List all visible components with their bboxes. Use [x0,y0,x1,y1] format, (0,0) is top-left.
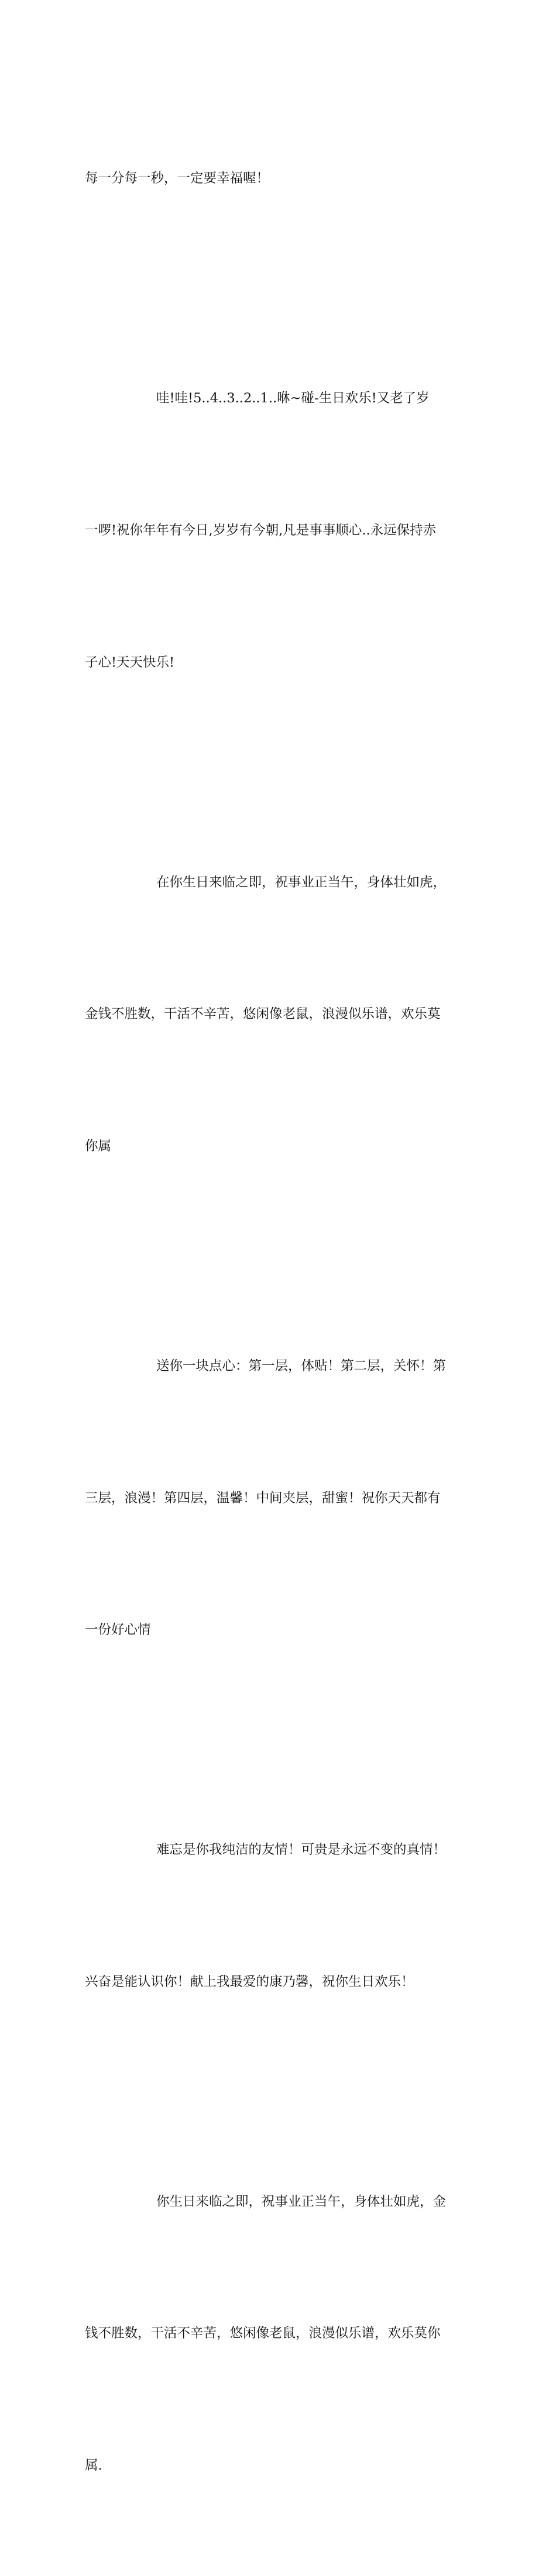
text-line: 哇!哇!5..4..3..2..1..咻~碰-生日欢乐!又老了岁 [156,391,430,406]
text-line: 你生日来临之即，祝事业正当午，身体壮如虎，金 [156,2194,447,2209]
paragraph-5 [85,1740,472,2092]
text-line: 难忘是你我纯洁的友情！可贵是永远不变的真情！ [156,1842,447,1858]
text-line: 每一分每一秒，一定要幸福喔！ [85,171,270,187]
text-line: 你属 [85,1138,112,1154]
text-line: 子心!天天快乐! [85,654,175,670]
text-line: 兴奋是能认识你！献上我最爱的康乃馨，祝你生日欢乐！ [85,1974,414,1989]
text-line: 一份好心情 [85,1622,151,1638]
paragraph-2 [85,289,472,773]
paragraph-1 [85,69,472,289]
text-line: 一啰!祝你年年有今日,岁岁有今朝,凡是事事顺心..永远保持赤 [85,523,437,539]
text-line: 三层，浪漫！第四层，温馨！中间夹层，甜蜜！祝你天天都有 [85,1490,441,1506]
paragraph-3 [85,773,472,1256]
text-line: 在你生日来临之即，祝事业正当午，身体壮如虎， [156,874,447,890]
paragraph-4 [85,1256,472,1740]
document-body [85,69,472,2576]
text-line: 钱不胜数，干活不辛苦，悠闲像老鼠，浪漫似乐谱，欢乐莫你 [85,2326,441,2341]
paragraph-6 [85,2092,472,2575]
text-line: 送你一块点心：第一层，体贴！第二层，关怀！第 [156,1358,447,1374]
text-line: 金钱不胜数，干活不辛苦，悠闲像老鼠，浪漫似乐谱，欢乐莫 [85,1006,441,1022]
text-line: 属. [85,2457,102,2473]
